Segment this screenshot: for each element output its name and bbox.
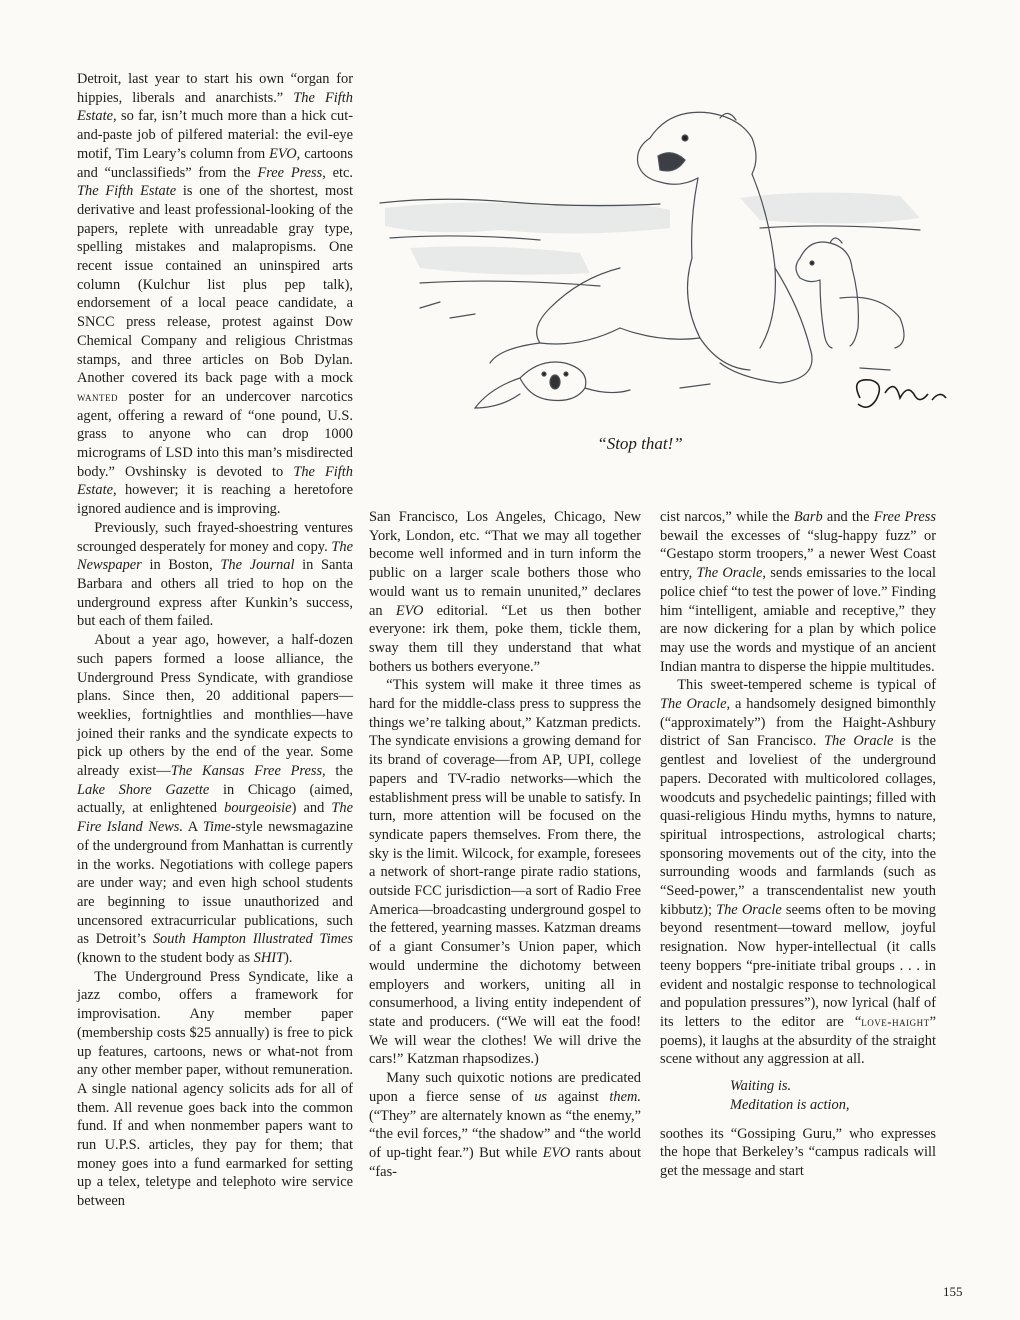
text-column-3 (660, 508, 936, 1298)
paragraph: The Underground Press Syndicate, like a jazz combo, offers a framework for improvisation. Any member paper (membership costs $25 annually) is free to pick up features, cartoons, news or what-not from any other member paper, without remuneration. A single national agency solicits ads for all of them. All revenue goes back into the common fund. If and when nonmember papers want to run U.P.S. articles, they pay for them; that money goes into a fund earmarked for setting up a telex, teletype and telephoto wire service between (77, 968, 353, 1210)
verse-line: Waiting is. (730, 1078, 792, 1095)
paragraph: Previously, such frayed-shoestring ventures scrounged desperately for money and copy. The Newspaper in Boston, The Journal in Santa Barbara and others all tried to hop on the underground express after Kunkin’s success, but each of them failed. (77, 519, 353, 630)
paragraph: This sweet-tempered scheme is typical of The Oracle, a handsomely designed bimonthly (“approximately”) from the Haight-Ashbury district of San Francisco. The Oracle is the gentlest and loveliest of the underground papers. Decorated with multicolored collages, woodcuts and psychedelic paintings; filled with quasi-religious Hindu myths, hymns to nature, spiritual introspections, astrological charts; sponsoring movements out of the city, into the surrounding woods and farmlands (such as “Seed-power,” a transcendentalist new youth kibbutz); The Oracle seems often to be moving beyond resentment—toward mellow, joyful resignation. Now hyper-intellectual (it calls teeny boppers “pre-initiate tribal groups . . . in evident and nostalgic response to technological and population pressures”), now lyrical (half of its letters to the editor are “love-haight” poems), it laughs at the absurdity of the straight scene without any aggression at all. (660, 677, 937, 1068)
text-column-1 (77, 70, 353, 1280)
cartoon-caption: “Stop that!” (597, 434, 683, 453)
verse-line: Meditation is action, (730, 1096, 850, 1113)
verse-quote (660, 1077, 936, 1114)
paragraph: cist narcos,” while the Barb and the Free Press bewail the excesses of “slug-happy fuzz” or “Gestapo storm troopers,” a newer West Coast entry, The Oracle, sends emissaries to the local police chief “to test the power of love.” Finding him “intelligent, amiable and receptive,” they are now dickering for a plan by which police may use the words and mystique of an ancient Indian mantra to disperse the hippie multitudes. (660, 509, 936, 675)
paragraph: Many such quixotic notions are predicated upon a fierce sense of us against them. (“They” are alternately known as “the enemy,” “the evil forces,” “the shadow” and “the world of up-tight fear.”) But while EVO rants about “fas- (369, 1070, 642, 1180)
polar-bear-cartoon (380, 65, 952, 428)
paragraph: soothes its “Gossiping Guru,” who expresses the hope that Berkeley’s “campus radicals will get the message and start (660, 1125, 936, 1179)
cartoon-signature: Lorenz (380, 65, 426, 82)
paragraph: About a year ago, however, a half-dozen such papers formed a loose alliance, the Underground Press Syndicate, with grandiose plans. Since then, 20 additional papers—weeklies, fortnightlies and monthlies—have joined their ranks and the syndicate expects to pick up others by the end of the year. Some already exist—The Kansas Free Press, the Lake Shore Gazette in Chicago (aimed, actually, at enlightened bourgeoisie) and The Fire Island News. A Time-style newsmagazine of the underground from Manhattan is currently in the works. Negotiations with college papers are under way; and even high school students are beginning to issue unauthorized and uncensored extracurricular publications, such as Detroit’s South Hampton Illustrated Times (known to the student body as SHIT). (77, 632, 354, 967)
cartoon-illustration (380, 65, 952, 428)
text-column-2 (369, 508, 641, 1298)
page-number: 155 (943, 1284, 963, 1299)
paragraph: San Francisco, Los Angeles, Chicago, New York, London, etc. “That we may all together become well informed and in turn inform the public on a larger scale bothers those who would want us to remain ununited,” declares an EVO editorial. “Let us then bother everyone: irk them, poke them, tickle them, sway them till they understand that what bothers us bothers everyone.” (369, 509, 641, 675)
paragraph: Detroit, last year to start his own “organ for hippies, liberals and anarchists.” The Fifth Estate, so far, isn’t much more than a hick cut-and-paste job of pilfered material: the evil-eye motif, Tim Leary’s column from EVO, cartoons and “unclassifieds” from the Free Press, etc. The Fifth Estate is one of the shortest, most derivative and least professional-looking of the papers, replete with unreadable gray type, spelling mistakes and malapropisms. One recent issue contained an uninspired arts column (Kulchur list plus pep talk), endorsement of a local peace candidate, a SNCC press release, protest against Dow Chemical Company and religious Christmas stamps, and three articles on Bob Dylan. Another covered its back page with a mock wanted poster for an undercover narcotics agent, offering a reward of “one pound, U.S. grass to anyone who can drop 1000 micrograms of LSD into this man’s misdirected body.” Ovshinsky is devoted to The Fifth Estate, however; it is reaching a heretofore ignored audience and is improving. (77, 71, 353, 518)
paragraph: “This system will make it three times as hard for the middle-class press to suppress the things we’re talking about,” Katzman predicts. The syndicate envisions a growing demand for its brand of coverage—from AP, UPI, college papers and TV-radio networks—which the establishment press will be unable to satisfy. In turn, more attention will be focused on the syndicate papers themselves. From there, the sky is the limit. Wilcock, for example, foresees a network of short-range pirate radio stations, outside FCC jurisdiction—a sort of Radio Free America—broadcasting underground gospel to the fettered, yearning masses. Katzman dreams of a giant Consumer’s Union paper, which would undermine the dichotomy between employers and workers, uniting all in consumerhood, a living entity independent of state and producers. (“We will eat the food! We will wear the clothes! We will drive the cars!” Katzman rhapsodizes.) (369, 677, 641, 1068)
